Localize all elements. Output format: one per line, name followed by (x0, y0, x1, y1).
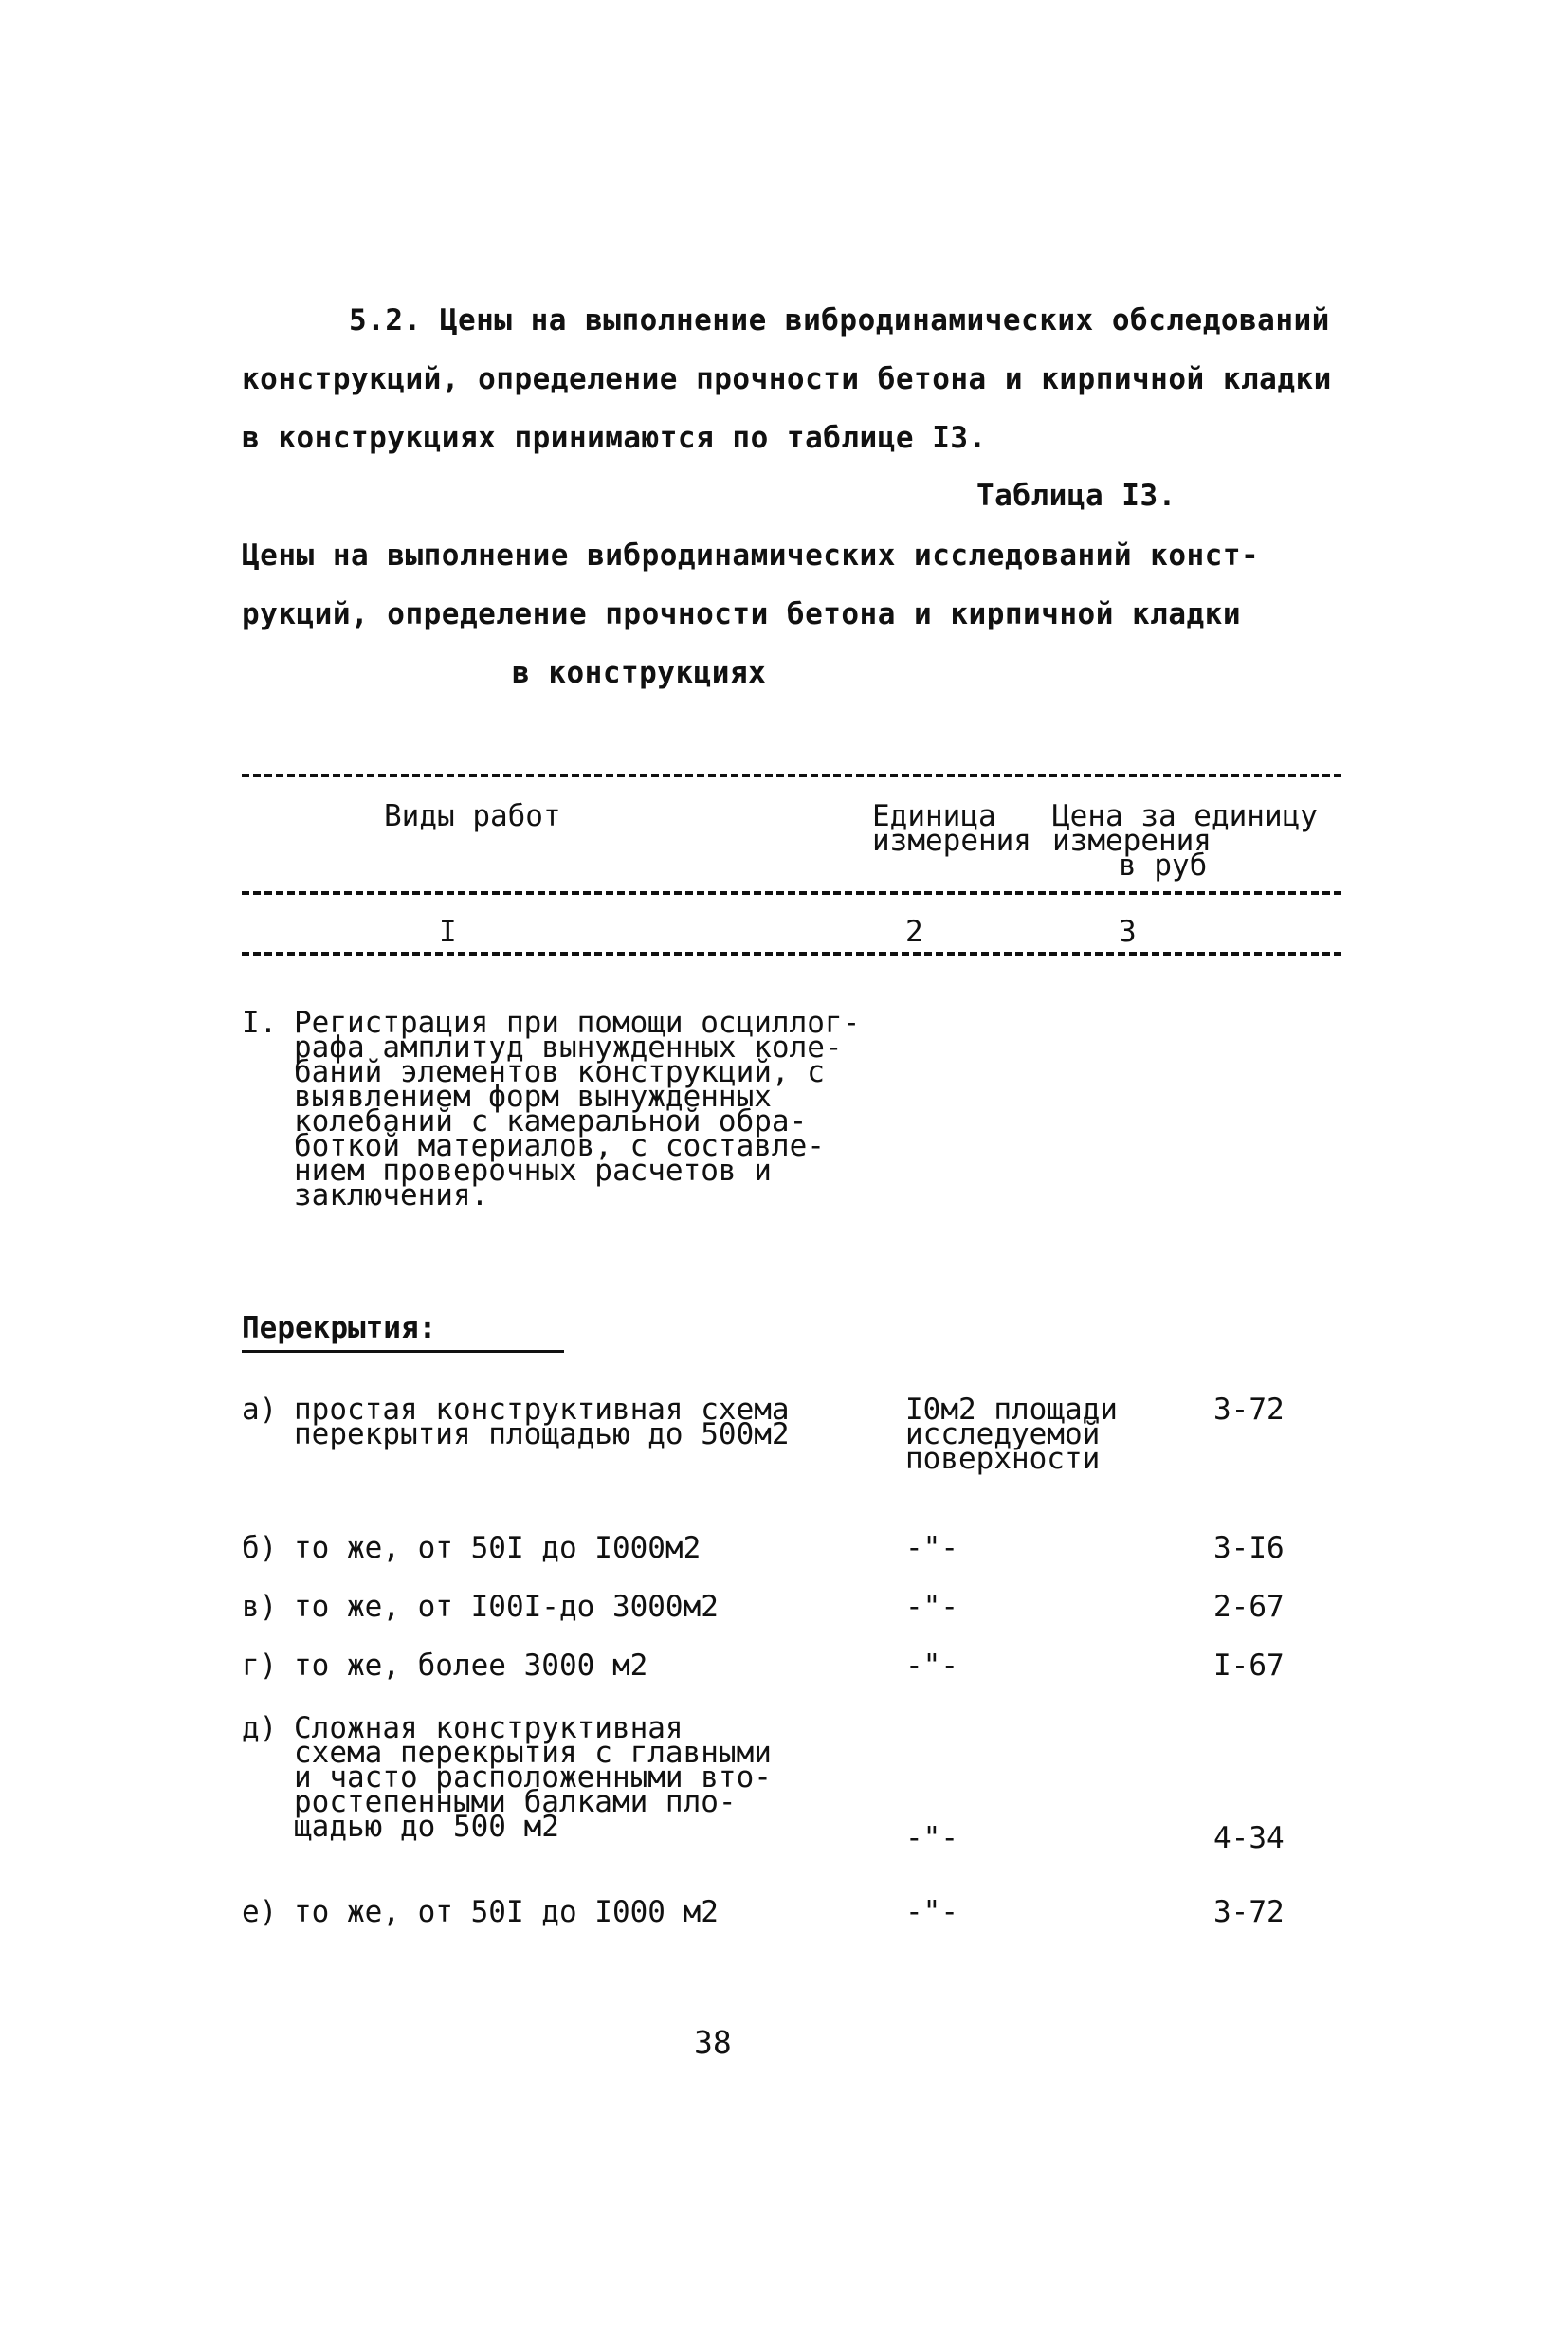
row-a-unit-line-2: исследуемой (905, 1417, 1101, 1451)
header-unit-line-1: Единица (872, 799, 996, 833)
table-title-line-1: Цены на выполнение вибродинамических исследований конст- (242, 538, 1260, 573)
section-1-line-7: нием проверочных расчетов и (294, 1154, 772, 1188)
row-b-unit: -"- (905, 1531, 958, 1565)
row-d-unit: -"- (905, 1821, 958, 1855)
row-a-unit-line-1: I0м2 площади (905, 1393, 1118, 1427)
column-number-3: 3 (1119, 915, 1137, 949)
header-price-line-2: измерения (1052, 824, 1212, 858)
row-a-letter: а) (242, 1393, 278, 1427)
header-work-types: Виды работ (384, 799, 561, 833)
section-1-line-4: выявлением форм вынужденных (294, 1080, 772, 1114)
column-number-2: 2 (905, 915, 923, 949)
row-g-price: I-67 (1213, 1649, 1285, 1683)
table-top-rule (242, 774, 1341, 777)
row-g-unit: -"- (905, 1649, 958, 1683)
section-1-line-6: боткой материалов, с составле- (294, 1129, 825, 1163)
row-b-desc: то же, от 50I до I000м2 (294, 1531, 702, 1565)
subheading-floors: Перекрытия: (242, 1311, 437, 1345)
row-a-desc-line-2: перекрытия площадью до 500м2 (294, 1417, 790, 1451)
row-e-unit: -"- (905, 1895, 958, 1929)
subheading-underline (242, 1350, 564, 1353)
table-title-line-3: в конструкциях (512, 656, 767, 690)
row-d-desc-line-5: щадью до 500 м2 (294, 1810, 559, 1844)
header-price-line-1: Цена за единицу (1052, 799, 1318, 833)
row-e-price: 3-72 (1213, 1895, 1285, 1929)
section-1-number: I. (242, 1006, 278, 1040)
row-d-desc-line-4: ростепенными балками пло- (294, 1785, 737, 1819)
section-1-line-1: Регистрация при помощи осциллог- (294, 1006, 861, 1040)
row-d-letter: д) (242, 1711, 278, 1745)
row-a-unit-line-3: поверхности (905, 1442, 1101, 1476)
row-a-desc-line-1: простая конструктивная схема (294, 1393, 790, 1427)
section-1-line-2: рафа амплитуд вынужденных коле- (294, 1030, 843, 1065)
header-unit-line-2: измерения (872, 824, 1031, 858)
row-v-unit: -"- (905, 1590, 958, 1624)
intro-line-2: конструкций, определение прочности бетона и кирпичной кладки (242, 362, 1332, 396)
row-a-price: 3-72 (1213, 1393, 1285, 1427)
row-v-letter: в) (242, 1590, 278, 1624)
intro-line-1: 5.2. Цены на выполнение вибродинамических обследований (349, 303, 1330, 337)
row-v-price: 2-67 (1213, 1590, 1285, 1624)
row-d-desc-line-3: и часто расположенными вто- (294, 1760, 772, 1795)
numbers-rule (242, 952, 1341, 956)
row-d-desc-line-1: Сложная конструктивная (294, 1711, 684, 1745)
row-g-desc: то же, более 3000 м2 (294, 1649, 648, 1683)
row-b-letter: б) (242, 1531, 278, 1565)
table-title-line-2: рукций, определение прочности бетона и кирпичной кладки (242, 597, 1241, 631)
section-1-line-3: баний элементов конструкций, с (294, 1055, 825, 1089)
section-1-line-5: колебаний с камеральной обра- (294, 1104, 808, 1139)
page-number: 38 (694, 2024, 732, 2061)
header-price-line-3: в руб (1119, 848, 1208, 883)
intro-line-3: в конструкциях принимаются по таблице I3. (242, 421, 987, 455)
column-number-1: I (439, 915, 457, 949)
row-d-price: 4-34 (1213, 1821, 1285, 1855)
row-b-price: 3-I6 (1213, 1531, 1285, 1565)
table-label: Таблица I3. (976, 479, 1176, 513)
section-1-line-8: заключения. (294, 1178, 489, 1212)
row-e-desc: то же, от 50I до I000 м2 (294, 1895, 719, 1929)
row-g-letter: г) (242, 1649, 278, 1683)
row-e-letter: е) (242, 1895, 278, 1929)
row-v-desc: то же, от I00I-до 3000м2 (294, 1590, 719, 1624)
header-rule (242, 891, 1341, 895)
row-d-desc-line-2: схема перекрытия с главными (294, 1736, 772, 1770)
